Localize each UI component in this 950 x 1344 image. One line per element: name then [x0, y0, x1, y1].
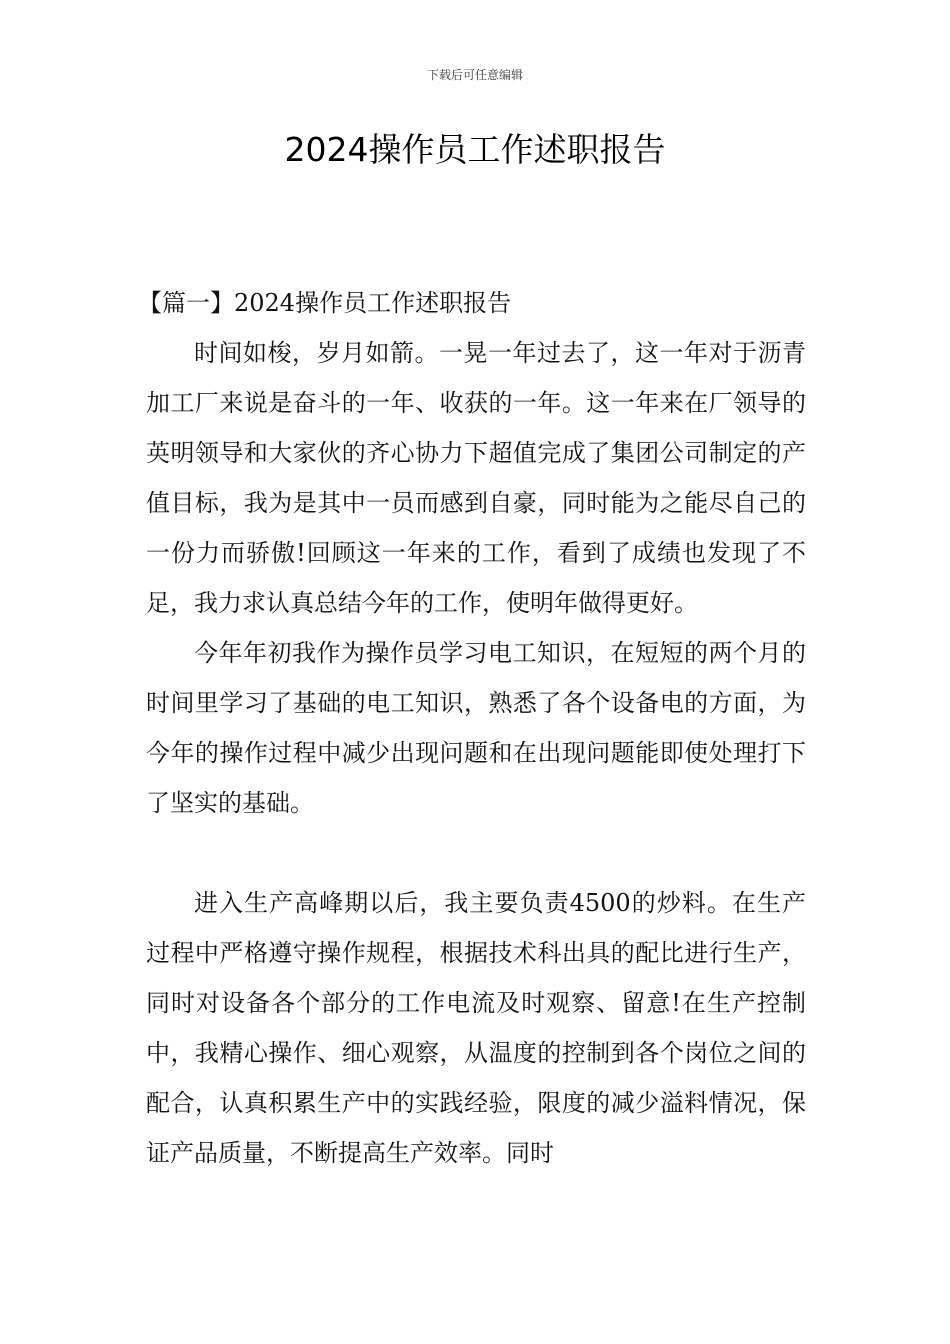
document-title: 2024操作员工作述职报告 — [284, 130, 666, 169]
header-note: 下载后可任意编辑 — [426, 68, 523, 82]
paragraph-spacer — [146, 828, 806, 878]
document-body — [138, 278, 806, 1178]
paragraph-production-peak: 进入生产高峰期以后，我主要负责4500的炒料。在生产过程中严格遵守操作规程，根据技术科出具的配比进行生产，同时对设备各个部分的工作电流及时观察、留意!在生产控制中，我精心操作、细心观察，从温度的控制到各个岗位之间的配合，认真积累生产中的实践经验，限度的减少溢料情况，保证产品质量，不断提高生产效率。同时 — [146, 889, 806, 1167]
paragraph-electrical-training: 今年年初我作为操作员学习电工知识，在短短的两个月的时间里学习了基础的电工知识，熟悉了各个设备电的方面，为今年的操作过程中减少出现问题和在出现问题能即使处理打下了坚实的基础。 — [146, 639, 806, 817]
section-heading: 【篇一】2024操作员工作述职报告 — [138, 289, 512, 317]
paragraph-intro: 时间如梭，岁月如箭。一晃一年过去了，这一年对于沥青加工厂来说是奋斗的一年、收获的一年。这一年来在厂领导的英明领导和大家伙的齐心协力下超值完成了集团公司制定的产值目标，我为是其中一员而感到自豪，同时能为之能尽自己的一份力而骄傲!回顾这一年来的工作，看到了成绩也发现了不足，我力求认真总结今年的工作，使明年做得更好。 — [146, 339, 806, 617]
